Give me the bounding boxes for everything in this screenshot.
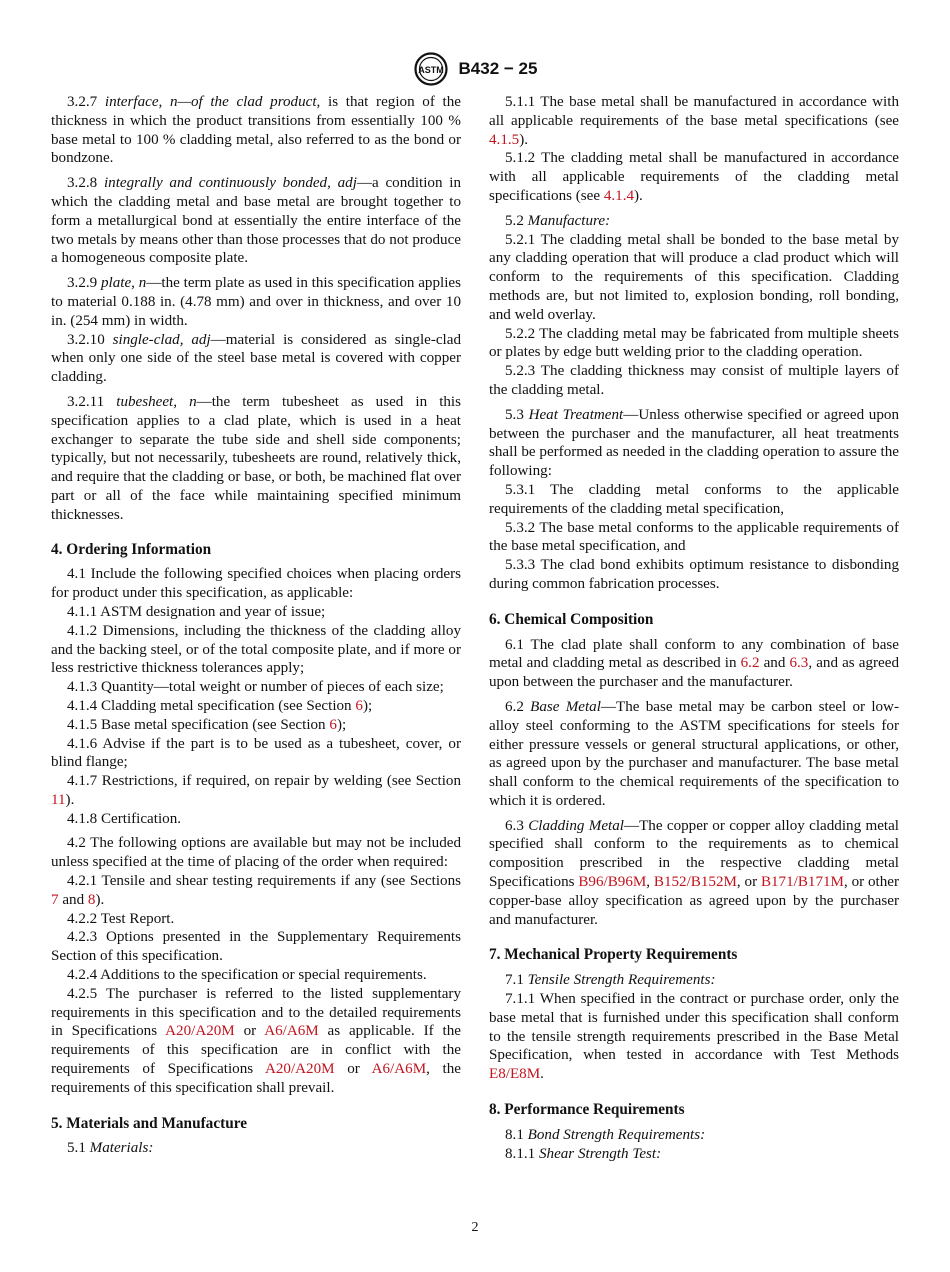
link-section-6[interactable]: 6 (329, 716, 337, 733)
link-a20[interactable]: A20/A20M (264, 1061, 335, 1078)
para-7-1: 7.1 Tensile Strength Requirements: (505, 972, 716, 989)
para-5-2-3: 5.2.3 The cladding thickness may consist of multiple layers of the cladding metal. (489, 363, 899, 398)
para-3-2-7: 3.2.7 interface, n—of the clad product, is that region of the thickness in which the product transitions from essentially 100 % base metal to 100 % cladding metal, also referred to as the bond or bondzone. (51, 94, 461, 167)
para-5-2: 5.2 Manufacture: (505, 212, 611, 229)
para-4-2: 4.2 The following options are available but may not be included unless specified at the time of placing of the order when required: (51, 835, 461, 871)
link-section-11[interactable]: 11 (51, 791, 66, 808)
section-heading-7: 7. Mechanical Property Requirements (489, 946, 738, 964)
para-4-2-1: 4.2.1 Tensile and shear testing requirements if any (see Sections 7 and 8). (51, 873, 461, 908)
para-3-2-11: 3.2.11 tubesheet, n—the term tubesheet as used in this specification applies to a clad plate, which is used in a heat exchanger to separate the tube side and shell side components; typically, but not necessarily, tubesheets are round, relatively thick, and require that the cladding or base, or both, be machined flat over part or all of the face while maintaining specified minimum thicknesses. (51, 393, 461, 523)
svg-text:ASTM: ASTM (417, 65, 444, 75)
link-4-1-5[interactable]: 4.1.5 (489, 131, 520, 148)
astm-logo-icon (413, 52, 449, 86)
link-e8[interactable]: E8/E8M (489, 1066, 541, 1083)
link-b171[interactable]: B171/B171M (760, 874, 844, 891)
para-5-3-3: 5.3.3 The clad bond exhibits optimum resistance to disbonding during common fabrication processes. (489, 557, 899, 592)
para-5-1: 5.1 Materials: (67, 1140, 154, 1157)
page-header (0, 52, 950, 86)
link-section-8[interactable]: 8 (87, 891, 96, 908)
left-column (51, 93, 461, 1158)
link-b96[interactable]: B96/B96M (578, 874, 647, 891)
para-5-3-1: 5.3.1 The cladding metal conforms to the applicable requirements of the cladding metal specification, (489, 481, 899, 517)
para-5-2-1: 5.2.1 The cladding metal shall be bonded to the base metal by any cladding operation that will produce a clad product which will conform to the requirements of this specification. Cladding methods are, but not limited to, explosion bonding, roll bonding, and weld overlay. (489, 231, 899, 323)
section-heading-6: 6. Chemical Composition (489, 610, 654, 628)
para-5-1-2: 5.1.2 The cladding metal shall be manufactured in accordance with all applicable requirements of the cladding metal specifications (see 4.1.4). (489, 150, 899, 204)
section-heading-5: 5. Materials and Manufacture (51, 1114, 248, 1132)
link-a6[interactable]: A6/A6M (264, 1023, 319, 1040)
para-3-2-8: 3.2.8 integrally and continuously bonded, adj—a condition in which the cladding metal and base metal are brought together to form a metallurgical bond at essentially the entire interface of the two metals by means other than those processes that do not produce a homogeneous composite plate. (51, 175, 461, 267)
link-b152[interactable]: B152/B152M (653, 874, 737, 891)
para-7-1-1: 7.1.1 When specified in the contract or purchase order, only the base metal that is furnished under this specification shall conform to the tensile strength requirements prescribed in the Base Metal Specification, when tested in accordance with Test Methods E8/E8M. (489, 991, 899, 1083)
para-4-2-5: 4.2.5 The purchaser is referred to the listed supplementary requirements in this specification and to the detailed requirements in Specifications A20/A20M or A6/A6M as applicable. If the requirements of this specification are in conflict with the requirements of Specifications A20/A20M or A6/A6M, the requirements of this specification shall prevail. (51, 985, 461, 1096)
para-4-1-7: 4.1.7 Restrictions, if required, on repair by welding (see Section 11). (51, 773, 461, 808)
para-4-1-5: 4.1.5 Base metal specification (see Section 6); (67, 716, 347, 733)
link-section-7[interactable]: 7 (51, 891, 59, 908)
para-4-2-2: 4.2.2 Test Report. (67, 910, 175, 927)
para-3-2-10: 3.2.10 single-clad, adj—material is considered as single-clad when only one side of the steel base metal is covered with copper cladding. (51, 331, 461, 386)
para-4-1-1: 4.1.1 ASTM designation and year of issue; (67, 603, 326, 620)
link-a20[interactable]: A20/A20M (165, 1023, 235, 1040)
para-4-1-2: 4.1.2 Dimensions, including the thickness of the cladding alloy and the backing steel, or of the total composite plate, and if more or less restrictive thickness tolerances apply; (51, 622, 461, 677)
para-4-2-4: 4.2.4 Additions to the specification or special requirements. (67, 967, 427, 984)
section-heading-8: 8. Performance Requirements (489, 1101, 685, 1119)
para-3-2-9: 3.2.9 plate, n—the term plate as used in this specification applies to material 0.188 in. (4.78 mm) and over in thickness, and over 10 in. (254 mm) in width. (51, 275, 461, 329)
para-4-1-3: 4.1.3 Quantity—total weight or number of pieces of each size; (67, 679, 444, 696)
para-4-1-8: 4.1.8 Certification. (67, 810, 182, 827)
para-5-1-1: 5.1.1 The base metal shall be manufactured in accordance with all applicable requirements of the base metal specifications (see 4.1.5). (489, 94, 899, 148)
para-8-1-1: 8.1.1 Shear Strength Test: (505, 1145, 662, 1162)
para-6-2: 6.2 Base Metal—The base metal may be carbon steel or low-alloy steel conforming to the ASTM specifications for steels for either pressure vessels or general structural applications, or other, as agreed upon by the purchaser and manufacturer. The base metal shall conform to the chemical requirements of the specification to which it is ordered. (489, 698, 899, 809)
para-5-2-2: 5.2.2 The cladding metal may be fabricated from multiple sheets or plates by edge butt welding prior to the cladding operation. (489, 325, 899, 361)
section-heading-4: 4. Ordering Information (51, 540, 212, 558)
para-5-3: 5.3 Heat Treatment—Unless otherwise specified or agreed upon between the purchaser and the manufacturer, all heat treatments shall be performed as needed in the cladding operation to assure the following: (489, 406, 899, 480)
para-4-1-6: 4.1.6 Advise if the part is to be used as a tubesheet, cover, or blind flange; (51, 735, 461, 771)
right-column (489, 93, 899, 1163)
para-8-1: 8.1 Bond Strength Requirements: (505, 1126, 706, 1143)
link-a6[interactable]: A6/A6M (371, 1061, 427, 1078)
para-4-1-4: 4.1.4 Cladding metal specification (see Section 6); (67, 697, 373, 714)
link-6-2[interactable]: 6.2 (740, 655, 760, 672)
para-4-1: 4.1 Include the following specified choices when placing orders for product under this specification, as applicable: (51, 566, 461, 602)
link-6-3[interactable]: 6.3 (789, 655, 809, 672)
para-6-3: 6.3 Cladding Metal—The copper or copper alloy cladding metal specified shall conform to the requirements as to chemical composition prescribed in the respective cladding metal Specifications B96/B96M, B152/B152M, or B171/B171M, or other copper-base alloy specification as agreed upon by the purchaser and manufacturer. (489, 817, 900, 928)
link-4-1-4[interactable]: 4.1.4 (603, 187, 635, 204)
para-6-1: 6.1 The clad plate shall conform to any combination of base metal and cladding metal as described in 6.2 and 6.3, and as agreed upon between the purchaser and the manufacturer. (489, 636, 899, 691)
link-section-6[interactable]: 6 (355, 697, 363, 714)
para-4-2-3: 4.2.3 Options presented in the Supplementary Requirements Section of this specification. (51, 929, 461, 965)
para-5-3-2: 5.3.2 The base metal conforms to the applicable requirements of the base metal specification, and (489, 519, 899, 555)
standard-designation: B432 − 25 (458, 59, 538, 78)
page-number: 2 (471, 1220, 479, 1235)
